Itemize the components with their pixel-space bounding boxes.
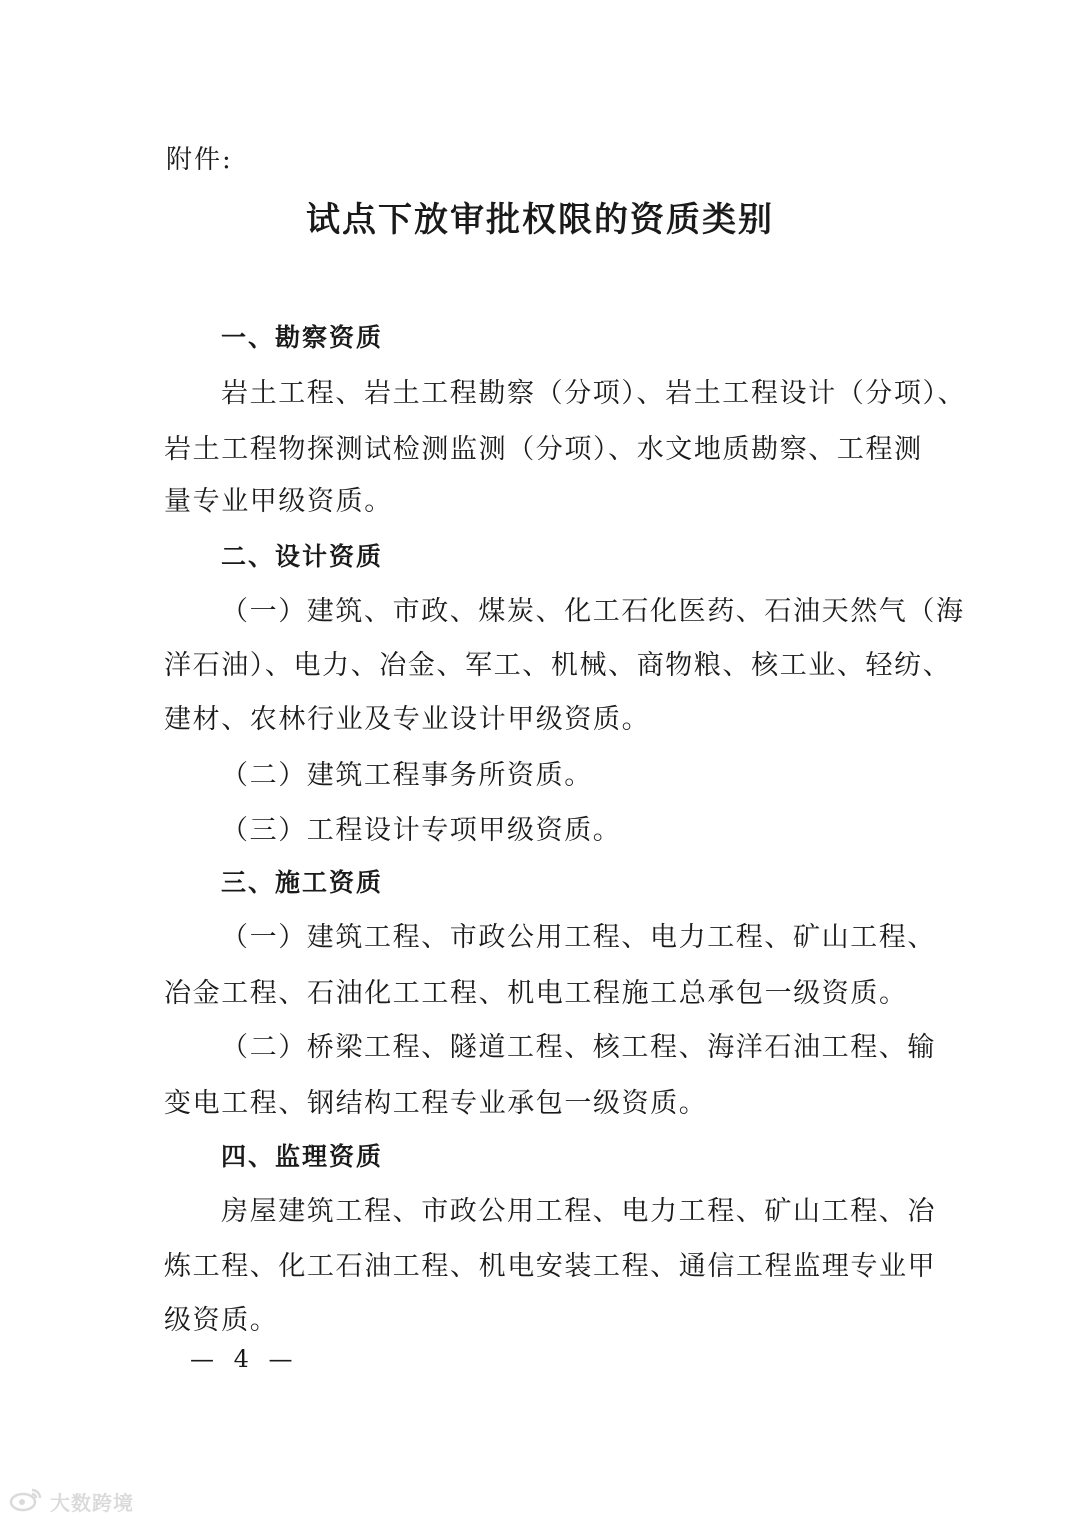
paragraph-line: 级资质。	[164, 1305, 279, 1336]
paragraph-line: 岩土工程、岩土工程勘察（分项）、岩土工程设计（分项）、	[221, 378, 967, 409]
paragraph-line: 房屋建筑工程、市政公用工程、电力工程、矿山工程、冶	[221, 1196, 936, 1227]
paragraph-line: 炼工程、化工石油工程、机电安装工程、通信工程监理专业甲	[164, 1251, 937, 1282]
page-number: — 4 —	[190, 1345, 299, 1373]
paragraph-line: （一）建筑、市政、煤炭、化工石化医药、石油天然气（海	[221, 596, 965, 627]
section-heading-survey: 一、勘察资质	[221, 323, 384, 352]
paragraph-line: （一）建筑工程、市政公用工程、电力工程、矿山工程、	[221, 922, 936, 953]
watermark	[8, 1486, 134, 1516]
paragraph-line: 量专业甲级资质。	[164, 486, 393, 517]
section-heading-supervision: 四、监理资质	[221, 1142, 384, 1171]
paragraph-line: （二）建筑工程事务所资质。	[221, 760, 593, 791]
document-title: 试点下放审批权限的资质类别	[306, 200, 774, 240]
paragraph-line: （三）工程设计专项甲级资质。	[221, 815, 622, 846]
paragraph-line: 变电工程、钢结构工程专业承包一级资质。	[164, 1088, 708, 1119]
paragraph-line: （二）桥梁工程、隧道工程、核工程、海洋石油工程、输	[221, 1032, 936, 1063]
paragraph-line: 岩土工程物探测试检测监测（分项）、水文地质勘察、工程测	[164, 434, 923, 465]
paragraph-line: 冶金工程、石油化工工程、机电工程施工总承包一级资质。	[164, 978, 908, 1009]
weibo-logo-icon	[8, 1486, 44, 1516]
section-heading-design: 二、设计资质	[221, 542, 384, 571]
watermark-text: 大数跨境	[50, 1490, 134, 1515]
section-heading-construction: 三、施工资质	[221, 868, 384, 897]
paragraph-line: 洋石油）、电力、冶金、军工、机械、商物粮、核工业、轻纺、	[164, 650, 952, 681]
paragraph-line: 建材、农林行业及专业设计甲级资质。	[164, 704, 651, 735]
attachment-label: 附件:	[166, 145, 233, 175]
